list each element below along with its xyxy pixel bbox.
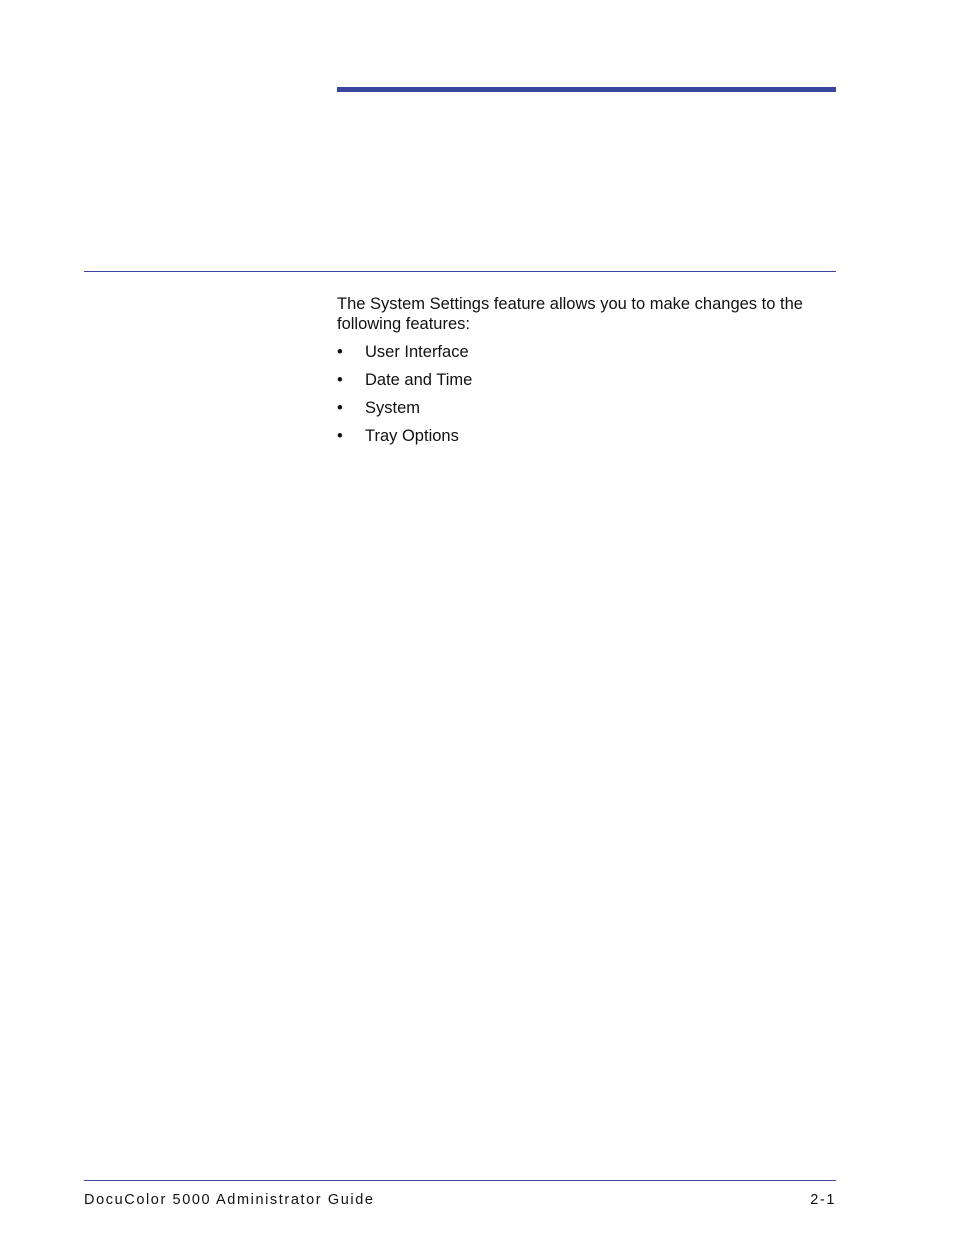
feature-user-interface: User Interface (365, 343, 469, 361)
footer-guide-title: DocuColor 5000 Administrator Guide (84, 1192, 375, 1208)
header-accent-rule (337, 87, 836, 92)
footer-divider (84, 1180, 836, 1181)
bullet-icon: • (337, 343, 343, 361)
list-item (337, 426, 472, 454)
section-divider (84, 271, 836, 272)
bullet-icon: • (337, 427, 343, 445)
feature-date-and-time: Date and Time (365, 371, 473, 389)
intro-paragraph: The System Settings feature allows you to make changes to the following features: (337, 295, 803, 333)
feature-system: System (365, 399, 421, 417)
bullet-icon: • (337, 371, 343, 389)
list-item (337, 342, 472, 370)
footer-page-number: 2-1 (810, 1192, 836, 1208)
feature-list (337, 342, 472, 454)
list-item (337, 370, 472, 398)
bullet-icon: • (337, 399, 343, 417)
feature-tray-options: Tray Options (365, 427, 459, 445)
list-item (337, 398, 472, 426)
